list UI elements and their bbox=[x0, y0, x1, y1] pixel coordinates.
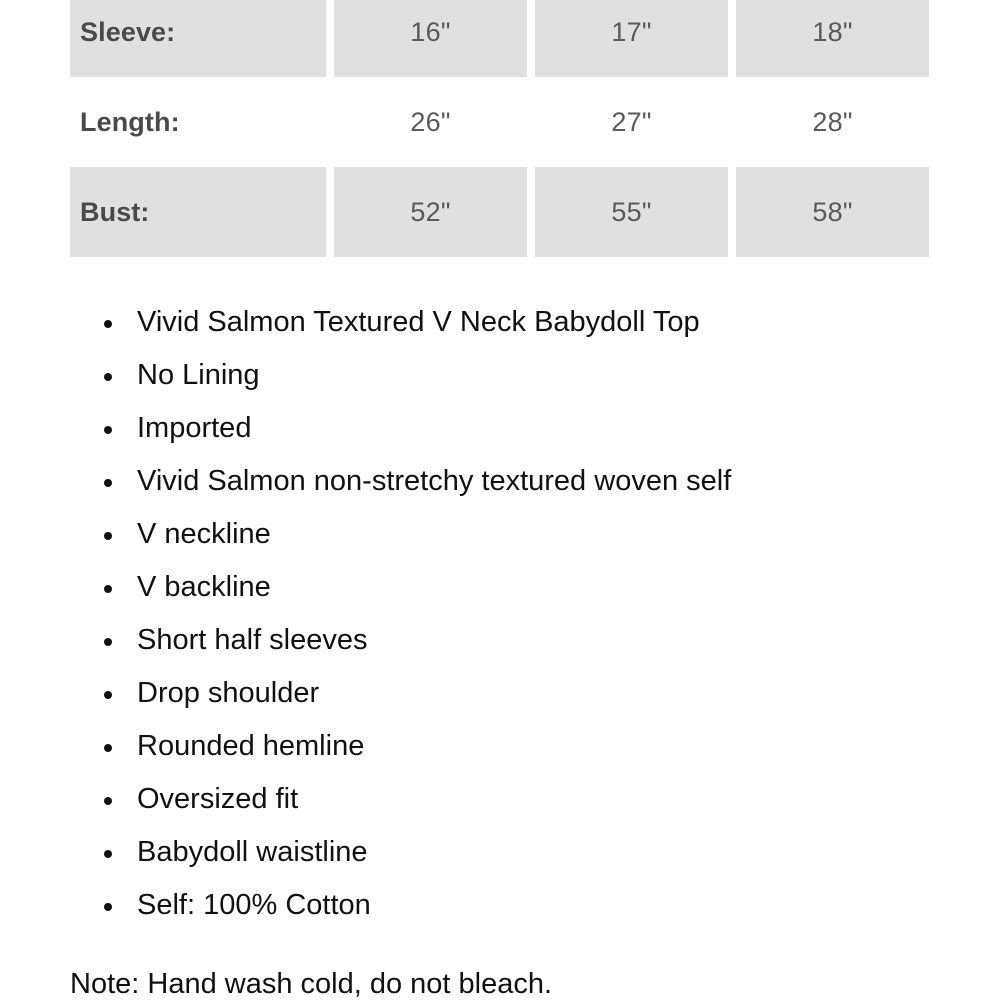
bullet-icon bbox=[104, 691, 112, 699]
size-value-cell bbox=[334, 167, 527, 257]
size-value-cell bbox=[736, 0, 929, 77]
bullet-icon bbox=[104, 479, 112, 487]
column-gap bbox=[527, 167, 535, 257]
size-value: 27" bbox=[611, 106, 652, 137]
column-gap bbox=[527, 77, 535, 167]
list-item bbox=[104, 773, 964, 826]
list-item bbox=[104, 402, 964, 455]
bullet-icon bbox=[104, 585, 112, 593]
column-gap bbox=[728, 167, 736, 257]
feature-text: Self: 100% Cotton bbox=[137, 889, 371, 921]
bullet-icon bbox=[104, 744, 112, 752]
size-value-cell bbox=[334, 77, 527, 167]
table-row bbox=[70, 167, 930, 257]
size-chart-table bbox=[70, 0, 930, 257]
size-value-cell bbox=[736, 77, 929, 167]
list-item bbox=[104, 561, 964, 614]
feature-text: Drop shoulder bbox=[137, 677, 320, 709]
feature-text: Rounded hemline bbox=[137, 730, 365, 762]
bullet-icon bbox=[104, 638, 112, 646]
bullet-icon bbox=[104, 903, 112, 911]
size-value: 52" bbox=[410, 196, 451, 227]
list-item bbox=[104, 667, 964, 720]
bullet-icon bbox=[104, 373, 112, 381]
size-value-cell bbox=[535, 167, 728, 257]
size-value-cell bbox=[535, 0, 728, 77]
size-value: 16" bbox=[410, 16, 451, 47]
bullet-icon bbox=[104, 532, 112, 540]
size-value-cell bbox=[334, 0, 527, 77]
size-value: 26" bbox=[410, 106, 451, 137]
feature-text: Vivid Salmon Textured V Neck Babydoll Top bbox=[137, 306, 700, 338]
bullet-icon bbox=[104, 797, 112, 805]
size-value-cell bbox=[535, 77, 728, 167]
bullet-icon bbox=[104, 850, 112, 858]
list-item bbox=[104, 720, 964, 773]
feature-text: Imported bbox=[137, 412, 252, 444]
column-gap bbox=[728, 0, 736, 77]
list-item bbox=[104, 296, 964, 349]
size-row-label-cell bbox=[70, 0, 326, 77]
feature-text: Oversized fit bbox=[137, 783, 299, 815]
bullet-icon bbox=[104, 426, 112, 434]
size-row-label: Length: bbox=[80, 106, 180, 137]
list-item bbox=[104, 614, 964, 667]
list-item bbox=[104, 455, 964, 508]
feature-text: Short half sleeves bbox=[137, 624, 368, 656]
size-value: 18" bbox=[812, 16, 853, 47]
table-row bbox=[70, 77, 930, 167]
size-value: 55" bbox=[611, 196, 652, 227]
size-row-label: Bust: bbox=[80, 196, 150, 227]
column-gap bbox=[728, 77, 736, 167]
care-note: Note: Hand wash cold, do not bleach. bbox=[70, 968, 553, 1000]
product-feature-list bbox=[104, 296, 964, 932]
list-item bbox=[104, 879, 964, 932]
list-item bbox=[104, 508, 964, 561]
column-gap bbox=[326, 167, 334, 257]
column-gap bbox=[326, 77, 334, 167]
size-value: 28" bbox=[812, 106, 853, 137]
column-gap bbox=[326, 0, 334, 77]
feature-text: V backline bbox=[137, 571, 271, 603]
size-value: 17" bbox=[611, 16, 652, 47]
size-value: 58" bbox=[812, 196, 853, 227]
size-row-label-cell bbox=[70, 167, 326, 257]
feature-text: Babydoll waistline bbox=[137, 836, 368, 868]
size-row-label: Sleeve: bbox=[80, 16, 176, 47]
list-item bbox=[104, 826, 964, 879]
bullet-icon bbox=[104, 320, 112, 328]
feature-text: Vivid Salmon non-stretchy textured woven self bbox=[137, 465, 732, 497]
size-row-label-cell bbox=[70, 77, 326, 167]
column-gap bbox=[527, 0, 535, 77]
size-value-cell bbox=[736, 167, 929, 257]
feature-text: No Lining bbox=[137, 359, 260, 391]
table-row bbox=[70, 0, 930, 77]
feature-text: V neckline bbox=[137, 518, 271, 550]
list-item bbox=[104, 349, 964, 402]
